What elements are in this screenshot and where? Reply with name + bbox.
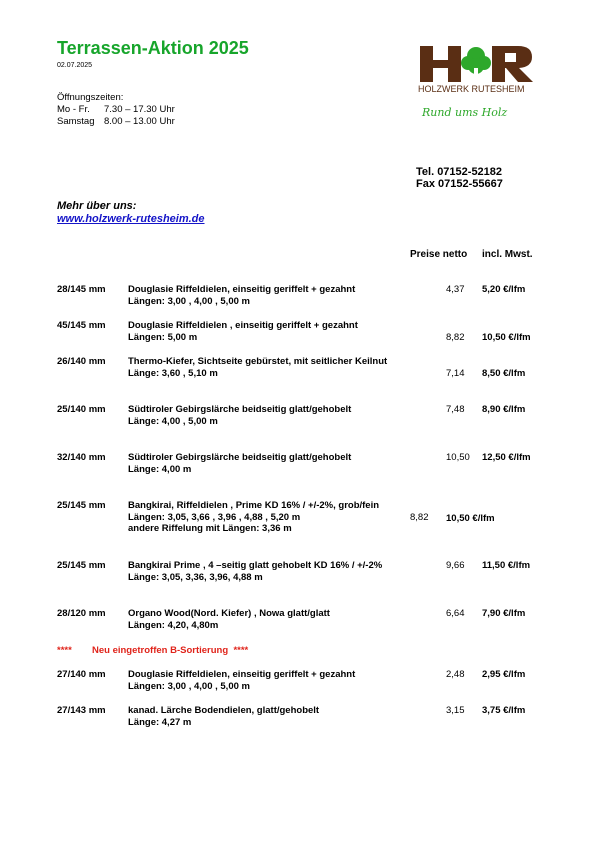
product-size: 32/140 mm [57, 452, 106, 463]
product-description [128, 608, 330, 631]
product-line: Douglasie Riffeldielen , einseitig geriffelt + gezahnt [128, 320, 358, 331]
product-description [128, 705, 319, 728]
price-gross: 10,50 €/lfm [482, 332, 531, 343]
product-description [128, 669, 355, 692]
logo-company-text: HOLZWERK RUTESHEIM [418, 84, 525, 94]
product-description [128, 500, 379, 535]
date-label: 02.07.2025 [57, 62, 93, 69]
logo-graphic [418, 44, 536, 124]
price-gross: 10,50 €/lfm [446, 513, 495, 524]
product-size: 28/145 mm [57, 284, 106, 295]
product-size: 25/140 mm [57, 404, 106, 415]
price-net: 8,82 [446, 332, 465, 343]
opening-hours-label: Öffnungszeiten: [57, 92, 124, 103]
price-gross: 8,90 €/lfm [482, 404, 526, 415]
notice-text: Neu eingetroffen B-Sortierung [92, 645, 229, 656]
product-size: 25/145 mm [57, 500, 106, 511]
price-net: 10,50 [446, 452, 470, 463]
notice-banner [57, 645, 248, 656]
notice-stars: **** [57, 645, 72, 656]
product-line: Länge: 4,00 m [128, 463, 192, 475]
hours-time: 7.30 – 17.30 Uhr [104, 104, 175, 115]
product-line: Douglasie Riffeldielen, einseitig geriffelt + gezahnt [128, 284, 356, 295]
opening-hours-row [57, 116, 175, 128]
product-description [128, 356, 387, 379]
price-gross: 5,20 €/lfm [482, 284, 526, 295]
product-line: Bangkirai Prime , 4 –seitig glatt gehobelt KD 16% / +/-2% [128, 560, 383, 571]
price-net: 7,14 [446, 368, 465, 379]
more-about-us [57, 200, 205, 226]
website-link[interactable]: www.holzwerk-rutesheim.de [57, 213, 205, 225]
product-size: 27/143 mm [57, 705, 106, 716]
product-line: Südtiroler Gebirgslärche beidseitig glatt/gehobelt [128, 404, 352, 415]
product-description [128, 560, 382, 583]
fax-number: Fax 07152-55667 [416, 178, 503, 190]
product-description [128, 404, 351, 427]
product-line: Länge: 3,60 , 5,10 m [128, 367, 218, 379]
price-net: 4,37 [446, 284, 465, 295]
product-description [128, 284, 355, 307]
product-description [128, 320, 358, 343]
product-line: Länge: 4,00 , 5,00 m [128, 415, 218, 427]
product-size: 26/140 mm [57, 356, 106, 367]
product-line: Südtiroler Gebirgslärche beidseitig glatt/gehobelt [128, 452, 352, 463]
more-label: Mehr über uns: [57, 200, 137, 212]
product-line: Douglasie Riffeldielen, einseitig geriffelt + gezahnt [128, 669, 356, 680]
logo-slogan-text: Rund ums Holz [422, 106, 508, 119]
column-header-net: Preise netto [410, 249, 468, 260]
product-size: 45/145 mm [57, 320, 106, 331]
hours-days: Samstag [57, 116, 95, 127]
price-gross: 2,95 €/lfm [482, 669, 526, 680]
phone-number: Tel. 07152-52182 [416, 166, 503, 178]
product-line: Thermo-Kiefer, Sichtseite gebürstet, mit seitlicher Keilnut [128, 356, 388, 367]
product-line: Längen: 4,20, 4,80m [128, 619, 219, 631]
price-net: 3,15 [446, 705, 465, 716]
product-line: Längen: 5,00 m [128, 331, 198, 343]
product-line: Länge: 4,27 m [128, 716, 192, 728]
product-line: Längen: 3,00 , 4,00 , 5,00 m [128, 295, 250, 307]
product-line: Längen: 3,05, 3,66 , 3,96 , 4,88 , 5,20 m [128, 511, 301, 523]
column-header-gross: incl. Mwst. [482, 249, 533, 260]
price-net: 6,64 [446, 608, 465, 619]
hours-time: 8.00 – 13.00 Uhr [104, 116, 175, 127]
product-line: Bangkirai, Riffeldielen , Prime KD 16% / +/-2%, grob/fein [128, 500, 380, 511]
notice-stars: **** [233, 645, 249, 656]
product-line: Länge: 3,05, 3,36, 3,96, 4,88 m [128, 571, 263, 583]
price-net: 7,48 [446, 404, 465, 415]
price-net: 8,82 [410, 512, 429, 523]
product-line: Längen: 3,00 , 4,00 , 5,00 m [128, 680, 250, 692]
price-net: 9,66 [446, 560, 465, 571]
product-size: 25/145 mm [57, 560, 106, 571]
price-gross: 12,50 €/lfm [482, 452, 531, 463]
product-line: andere Riffelung mit Längen: 3,36 m [128, 523, 292, 534]
hours-days: Mo - Fr. [57, 104, 90, 115]
opening-hours-row [57, 104, 175, 116]
price-gross: 11,50 €/lfm [482, 560, 531, 571]
opening-hours [57, 92, 175, 128]
price-gross: 8,50 €/lfm [482, 368, 526, 379]
company-logo [418, 44, 536, 124]
price-net: 2,48 [446, 669, 465, 680]
price-gross: 7,90 €/lfm [482, 608, 526, 619]
page-title: Terrassen-Aktion 2025 [57, 38, 249, 58]
product-description [128, 452, 351, 475]
product-line: Organo Wood(Nord. Kiefer) , Nowa glatt/glatt [128, 608, 330, 619]
contact-block [416, 166, 503, 190]
product-line: kanad. Lärche Bodendielen, glatt/gehobelt [128, 705, 320, 716]
product-size: 28/120 mm [57, 608, 106, 619]
product-size: 27/140 mm [57, 669, 106, 680]
price-gross: 3,75 €/lfm [482, 705, 526, 716]
